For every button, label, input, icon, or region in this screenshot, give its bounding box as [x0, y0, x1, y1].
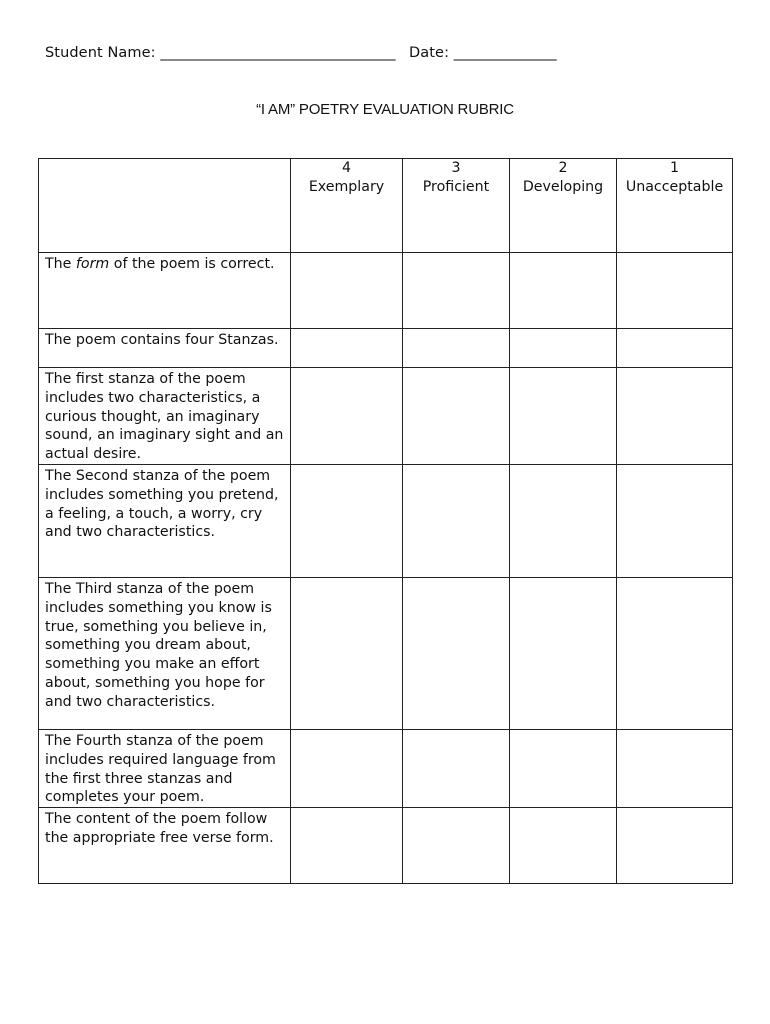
level-label: Developing	[522, 178, 604, 195]
rubric-table	[38, 158, 733, 884]
criterion-second-stanza: The Second stanza of the poem includes something you pretend, a feeling, a touch, a worry, cry and two characteristics.	[39, 464, 291, 577]
score-cell-1[interactable]	[617, 729, 733, 807]
score-cell-4[interactable]	[291, 253, 403, 329]
rubric-header-row	[39, 159, 733, 253]
score-cell-3[interactable]	[403, 464, 510, 577]
score-cell-3[interactable]	[403, 329, 510, 368]
score-cell-4[interactable]	[291, 368, 403, 465]
level-header-unacceptable	[617, 159, 733, 253]
score-cell-2[interactable]	[510, 368, 617, 465]
score-cell-4[interactable]	[291, 729, 403, 807]
score-cell-1[interactable]	[617, 464, 733, 577]
level-score: 4	[341, 160, 352, 176]
score-cell-2[interactable]	[510, 577, 617, 729]
score-cell-2[interactable]	[510, 729, 617, 807]
criterion-third-stanza: The Third stanza of the poem includes something you know is true, something you believe in, something you dream about, something you make an effort about, something you hope for and two characteristics.	[39, 577, 291, 729]
table-row	[39, 253, 733, 329]
score-cell-1[interactable]	[617, 577, 733, 729]
level-label: Unacceptable	[625, 178, 724, 195]
score-cell-3[interactable]	[403, 577, 510, 729]
table-row	[39, 577, 733, 729]
criterion-emphasis: form	[75, 256, 110, 272]
table-row	[39, 464, 733, 577]
level-header-developing	[510, 159, 617, 253]
page-title: “I AM” POETRY EVALUATION RUBRIC	[256, 101, 514, 118]
date-field[interactable]: ______________	[453, 45, 557, 61]
criterion-text: of the poem is correct.	[109, 256, 275, 272]
criteria-header-cell	[39, 159, 291, 253]
score-cell-4[interactable]	[291, 577, 403, 729]
criterion-form	[39, 253, 291, 329]
score-cell-3[interactable]	[403, 253, 510, 329]
score-cell-4[interactable]	[291, 329, 403, 368]
score-cell-3[interactable]	[403, 808, 510, 884]
table-row	[39, 368, 733, 465]
level-score: 3	[451, 160, 461, 176]
score-cell-2[interactable]	[510, 464, 617, 577]
score-cell-3[interactable]	[403, 729, 510, 807]
score-cell-2[interactable]	[510, 253, 617, 329]
student-name-label: Student Name:	[45, 45, 156, 61]
level-label: Proficient	[422, 178, 490, 195]
score-cell-1[interactable]	[617, 368, 733, 465]
score-cell-4[interactable]	[291, 464, 403, 577]
score-cell-1[interactable]	[617, 253, 733, 329]
criterion-first-stanza: The first stanza of the poem includes two characteristics, a curious thought, an imaginary sound, an imaginary sight and an actual desire.	[39, 368, 291, 465]
level-header-proficient	[403, 159, 510, 253]
table-row	[39, 329, 733, 368]
score-cell-2[interactable]	[510, 808, 617, 884]
score-cell-1[interactable]	[617, 808, 733, 884]
criterion-four-stanzas: The poem contains four Stanzas.	[39, 329, 291, 368]
score-cell-1[interactable]	[617, 329, 733, 368]
table-row	[39, 729, 733, 807]
score-cell-2[interactable]	[510, 329, 617, 368]
student-name-field[interactable]: ________________________________	[160, 45, 396, 61]
criterion-text: The	[45, 256, 76, 272]
level-label: Exemplary	[308, 178, 385, 195]
criterion-fourth-stanza: The Fourth stanza of the poem includes required language from the first three stanzas and completes your poem.	[39, 729, 291, 807]
level-score: 2	[558, 160, 568, 176]
table-row	[39, 808, 733, 884]
level-score: 1	[669, 160, 680, 176]
student-info-line	[45, 45, 557, 61]
score-cell-4[interactable]	[291, 808, 403, 884]
date-label: Date:	[409, 45, 450, 61]
level-header-exemplary	[291, 159, 403, 253]
score-cell-3[interactable]	[403, 368, 510, 465]
criterion-free-verse: The content of the poem follow the appropriate free verse form.	[39, 808, 291, 884]
